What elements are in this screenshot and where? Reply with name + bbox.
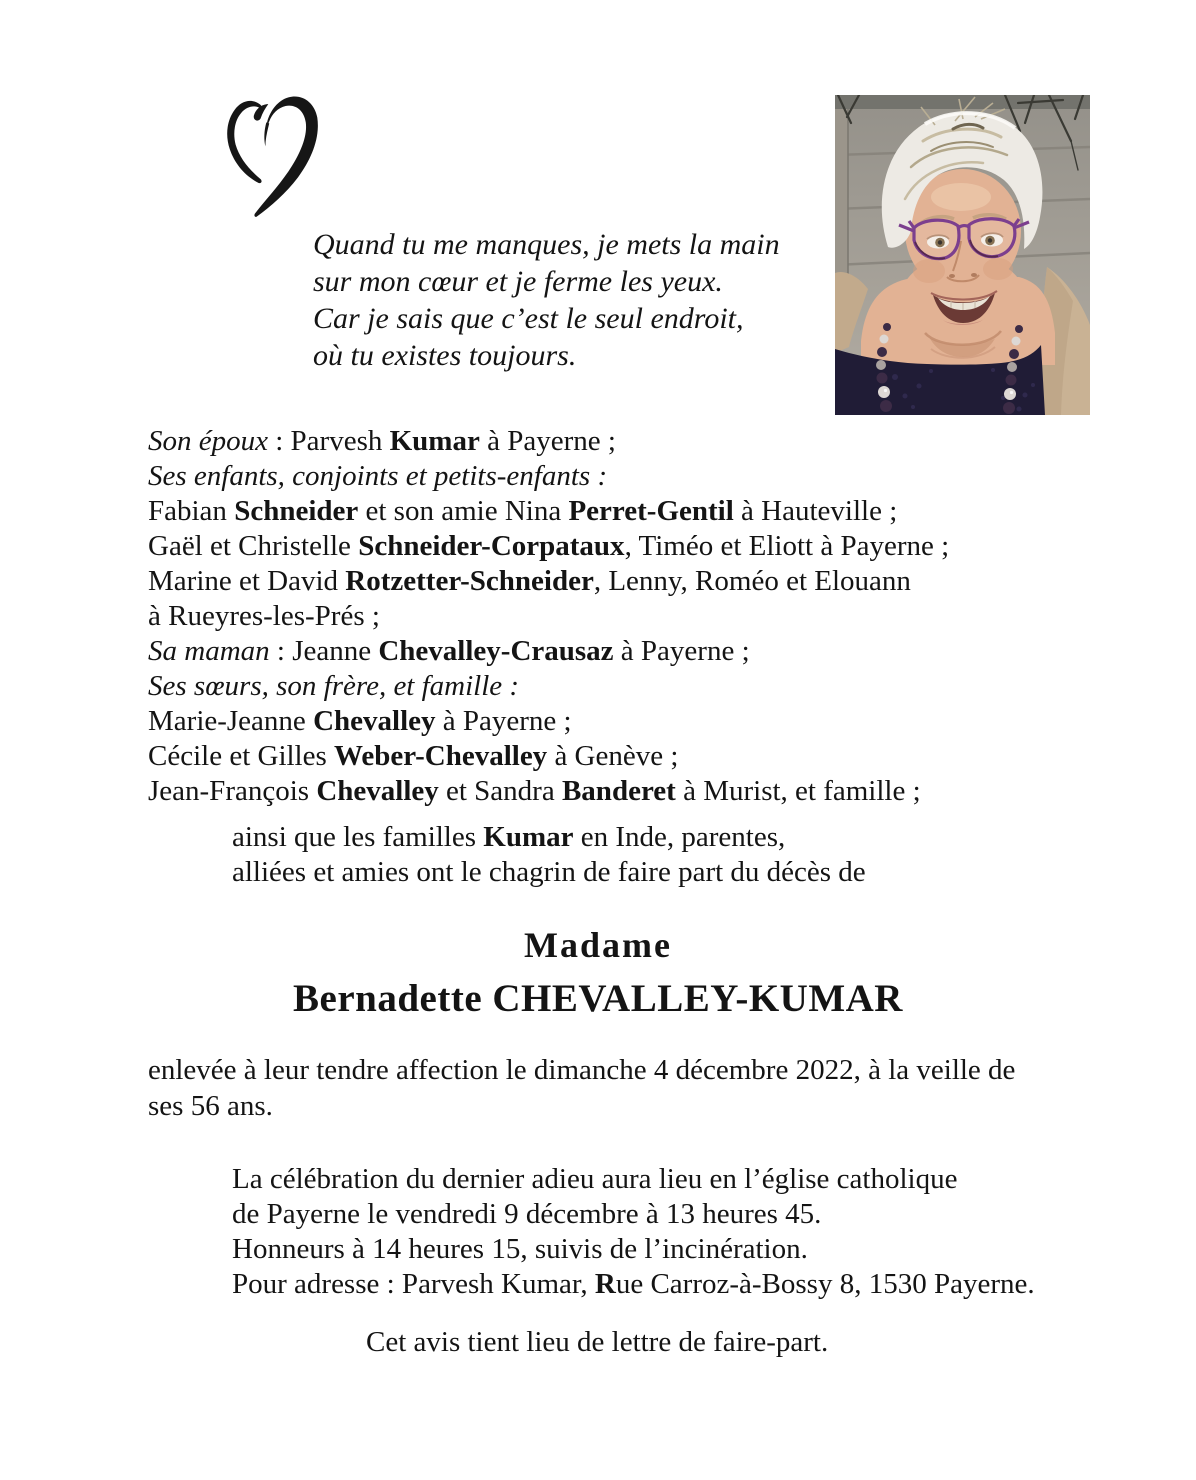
deceased-name: Bernadette CHEVALLEY-KUMAR: [293, 977, 903, 1020]
memorial-poem: [313, 226, 780, 374]
family-line: Ses sœurs, son frère, et famille :: [148, 670, 520, 702]
ceremony-line: La célébration du dernier adieu aura lieu en l’église catholique: [232, 1163, 958, 1195]
family-list: [148, 424, 949, 809]
ceremony-line: Honneurs à 14 heures 15, suivis de l’incinération.: [232, 1233, 808, 1265]
family-line: à Rueyres-les-Prés ;: [148, 600, 380, 632]
heart-icon: [225, 93, 325, 221]
death-line: enlevée à leur tendre affection le dimanche 4 décembre 2022, à la veille de: [148, 1054, 1016, 1086]
ceremony-line: Pour adresse : Parvesh Kumar, Rue Carroz-à-Bossy 8, 1530 Payerne.: [232, 1268, 1035, 1300]
poem-line: sur mon cœur et je ferme les yeux.: [313, 265, 723, 298]
poem-line: où tu existes toujours.: [313, 339, 577, 372]
announcement-line: ainsi que les familles Kumar en Inde, parentes,: [232, 821, 786, 853]
family-line: Gaël et Christelle Schneider-Corpataux, Timéo et Eliott à Payerne ;: [148, 530, 950, 562]
announcement-line: alliées et amies ont le chagrin de faire part du décès de: [232, 856, 866, 888]
death-line: ses 56 ans.: [148, 1090, 273, 1122]
death-date: [148, 1052, 1015, 1124]
ceremony-details: [232, 1162, 1035, 1302]
heart-notch-strand: [264, 122, 269, 146]
heart-right-lobe: [254, 96, 317, 216]
family-line: Cécile et Gilles Weber-Chevalley à Genève ;: [148, 740, 679, 772]
announcement: [232, 820, 866, 890]
poem-line: Car je sais que c’est le seul endroit,: [313, 302, 744, 335]
ceremony-line: de Payerne le vendredi 9 décembre à 13 heures 45.: [232, 1198, 822, 1230]
portrait-photo: [835, 95, 1090, 415]
family-line: Marine et David Rotzetter-Schneider, Lenny, Roméo et Elouann: [148, 565, 911, 597]
poem-line: Quand tu me manques, je mets la main: [313, 228, 780, 261]
closing-note: Cet avis tient lieu de lettre de faire-part.: [366, 1326, 829, 1358]
family-line: Fabian Schneider et son amie Nina Perret-Gentil à Hauteville ;: [148, 495, 898, 527]
family-line: Ses enfants, conjoints et petits-enfants :: [148, 460, 608, 492]
title-salutation: Madame: [524, 925, 672, 965]
family-line: Sa maman : Jeanne Chevalley-Crausaz à Payerne ;: [148, 635, 750, 667]
family-line: Marie-Jeanne Chevalley à Payerne ;: [148, 705, 572, 737]
family-line: Son époux : Parvesh Kumar à Payerne ;: [148, 425, 616, 457]
family-line: Jean-François Chevalley et Sandra Banderet à Murist, et famille ;: [148, 775, 921, 807]
